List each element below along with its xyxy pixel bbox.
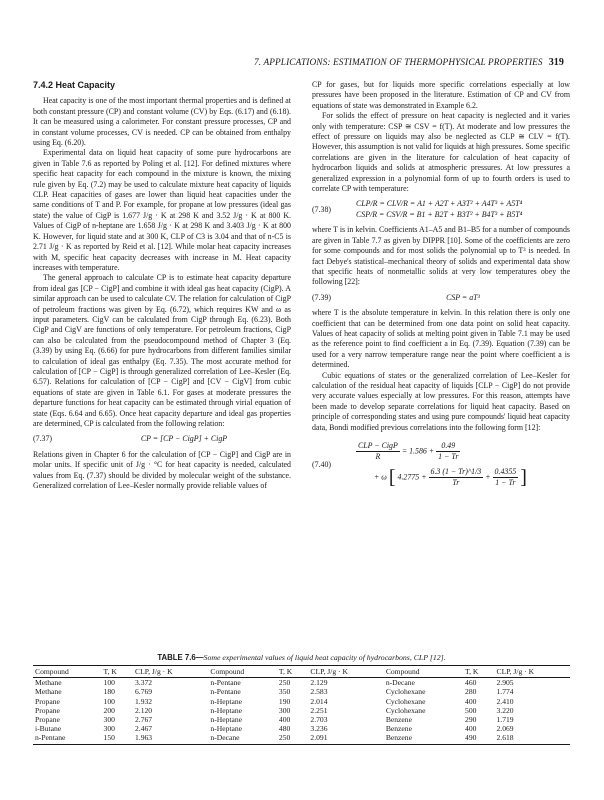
table-cell: Methane (35, 687, 62, 697)
table-cell: 200 (103, 705, 115, 715)
right-paragraph-3: where T is in kelvin. Coefficients A1–A5 and B1–B5 for a number of compounds are given in Table 7.7 as given by DIPPR [10]. Some of the coefficients are zero for some compounds and for most solids the polynomial up to T³ is needed. In fact Debye's statistical–mechanical theory of solids and experimental data show that specific heats of nonmetallic solids at very low temperatures obey the following [22]: (312, 225, 570, 287)
table-header-cell: T, K (277, 666, 308, 678)
equation-body: CP = [CP − CigP] + CigP (140, 434, 228, 444)
table-cell: 2.467 (135, 724, 153, 734)
left-paragraph-1: Heat capacity is one of the most important thermal properties and is defined at both constant pressure (CP) and constant volume (CV) by Eqs. (6.17) and (6.18). It can be measured using a calorimeter. For constant pressure processes, CP and in constant volume processes, CV is needed. CP can be obtained from enthalpy using Eq. (6.20). (33, 96, 291, 148)
table-cell: 3.372 (135, 678, 153, 688)
table-cell: Cyclohexane (385, 687, 426, 697)
left-paragraph-2: Experimental data on liquid heat capacity of some pure hydrocarbons are given in Table 7.6 as reported by Poling et al. [12]. For defined mixtures where specific heat capacity for each compound in the mixture is known, the mixing rule given by Eq. (7.2) may be used to calculate mixture heat capacity of liquids CLP. Heat capacities of gases are lower than liquid heat capacities under the same conditions of T and P. For example, for propane at low pressures (ideal gas state) the value of CigP is 1.677 J/g · K at 298 K and 3.52 J/g · K at 800 K. Values of CigP of n-heptane are 1.658 J/g · K at 298 K and 3.403 J/g · K at 800 K. However, for liquid state and at 300 K, CLP of C3 is 3.04 and that of n-C5 is 2.71 J/g · K as reported by Reid et al. [12]. While molar heat capacity increases with M, specific heat capacity decreases with increase in M. Heat capacity increases with temperature. (33, 148, 291, 272)
table-caption (33, 653, 570, 662)
table-cell: 180 (103, 687, 115, 697)
table-cell: 250 (277, 733, 308, 744)
table-cell: Propane (35, 705, 60, 715)
right-paragraph-5: Cubic equations of states or the generalized correlation of Lee–Kesler for calculation of the residual heat capacity of liquids [CLP − CigP] do not provide very accurate values especially at low pressures. For this reason, attempts have been made to develop separate correlations for liquid heat capacity. Based on principle of corresponding states and using pure compounds' liquid heat capacity data, Bondi modified previous correlations into the following form [12]: (312, 370, 570, 432)
table-row (33, 706, 570, 715)
equation-number: (7.40) (312, 459, 332, 469)
table-row (33, 678, 570, 688)
table-cell: 1.719 (496, 715, 514, 725)
table-header-cell: T, K (463, 666, 494, 678)
running-title: 7. APPLICATIONS: ESTIMATION OF THERMOPHYSICAL PROPERTIES (254, 58, 543, 68)
right-paragraph-4: where T is the absolute temperature in kelvin. In this relation there is only one coefficient that can be determined from one data point on solid heat capacity. Values of heat capacity of solids at melting point given in Table 7.1 may be used as the reference point to find coefficient a in Eq. (7.39). Equation (7.39) can be used for a very narrow temperature range near the point where coefficient a is determined. (312, 308, 570, 370)
table-cell: n-Heptane (210, 715, 243, 725)
table-header-cell: Compound (384, 666, 463, 678)
equation-7-37 (33, 434, 291, 444)
table-cell: n-Pentane (33, 733, 102, 744)
table-cell: 300 (278, 705, 291, 715)
table-cell: 2.618 (495, 733, 571, 744)
table-cell: 400 (465, 724, 477, 734)
table-header-cell: T, K (102, 666, 133, 678)
table-cell: Benzene (384, 733, 463, 744)
table-cell: 300 (103, 715, 115, 725)
table-cell: i-Butane (35, 724, 62, 734)
table-cell: 480 (278, 724, 291, 734)
equation-body: CSP = aT³ (446, 292, 480, 302)
table-cell: Methane (35, 678, 62, 688)
equation-number: (7.38) (312, 204, 332, 214)
right-column (312, 80, 570, 494)
equation-line-1: $\frac{\text{CLP − CigP}}{R}$ = 1.586 + $\frac{0.49}{1 - Tr}$ (358, 441, 459, 462)
table-header-cell: CLP, J/g · K (133, 666, 208, 678)
equation-line-solid: CSP/R = CSV/R = B1 + B2T + B3T² + B4T³ + B5T⁴ (356, 209, 523, 219)
equation-number: (7.37) (33, 434, 53, 444)
right-paragraph-2: For solids the effect of pressure on heat capacity is neglected and it varies only with temperature: CSP ≅ CSV = f(T). At moderate and low pressures the effect of pressure on liquids may also be neglected as CLP ≅ CLV = f(T). However, this assumption is not valid for liquids at high pressures. Some specific correlations are given in the literature for calculation of heat capacity of hydrocarbon liquids and solids at atmospheric pressures. At low pressures a generalized expression in a polynomial form of up to fourth orders is used to correlate CP with temperature: (312, 111, 570, 194)
table-cell: n-Heptane (210, 705, 243, 715)
table-cell: 2.129 (310, 678, 328, 688)
table-cell: 2.120 (135, 705, 153, 715)
heat-capacity-table (33, 665, 570, 745)
table-header-cell: Compound (33, 666, 102, 678)
table-row (33, 715, 570, 724)
table-body (33, 678, 570, 744)
table-cell: 6.769 (135, 687, 153, 697)
fraction: $\frac{0.4355}{1 - Tr}$ (494, 466, 517, 488)
table-cell: Cyclohexane (385, 705, 426, 715)
table-cell: n-Heptane (210, 696, 243, 706)
page-number: 319 (548, 57, 564, 68)
equation-7-40 (312, 441, 570, 489)
left-paragraph-4: Relations given in Chapter 6 for the calculation of [CP − CigP] and CigP are in molar units. If specific unit of J/g · °C for heat capacity is needed, calculated values from Eq. (7.37) should be divided by molecular weight of the substance. Generalized correlation of Lee–Kesler normally provide reliable values of (33, 449, 291, 491)
table-cell: 290 (465, 715, 477, 725)
right-paragraph-1: CP for gases, but for liquids more specific correlations especially at low pressures have been proposed in the literature. Estimation of CP and CV from equations of state was demonstrated in Example 6.2. (312, 80, 570, 110)
equation-line-2: + ω [ 4.2775 + $\frac{6.3 (1 - Tr)\^{}1/3}{Tr}$ + $\frac{0.4355}{1 - Tr}$ ] (374, 466, 527, 489)
table-cell: 280 (465, 687, 477, 697)
table-cell: 490 (463, 733, 494, 744)
table-header-cell: Compound (208, 666, 277, 678)
table-cell: 2.583 (310, 687, 328, 697)
table-cell: 2.014 (310, 696, 328, 706)
table-row (33, 733, 570, 744)
left-column (33, 80, 291, 491)
equation-7-39 (312, 293, 570, 303)
table-cell: 500 (465, 705, 477, 715)
table-cell: n-Pentane (210, 687, 241, 697)
table-cell: 250 (278, 678, 291, 688)
table-header-cell: CLP, J/g · K (308, 666, 383, 678)
fraction: $\frac{6.3 (1 - Tr)\^{}1/3}{Tr}$ (430, 466, 482, 488)
table-row (33, 724, 570, 733)
running-header (40, 57, 564, 68)
table-cell: 2.069 (496, 724, 514, 734)
table-cell: 350 (278, 687, 291, 697)
table-cell: 2.091 (308, 733, 383, 744)
table-label: TABLE 7.6— (157, 653, 204, 662)
table-header-row (33, 666, 570, 678)
table-cell: 300 (103, 724, 115, 734)
section-title: 7.4.2 Heat Capacity (33, 80, 116, 90)
table-caption-text: Some experimental values of liquid heat capacity of hydrocarbons, CLP [12]. (203, 653, 446, 662)
table-cell: 3.236 (310, 724, 328, 734)
table-7-6 (33, 653, 570, 745)
table-cell: 2.251 (310, 705, 328, 715)
table-cell: 400 (278, 715, 291, 725)
table-cell: n-Decane (385, 678, 415, 688)
table-cell: Cyclohexane (385, 696, 426, 706)
table-cell: 2.767 (135, 715, 153, 725)
table-cell: 190 (278, 696, 291, 706)
table-header-cell: CLP, J/g · K (495, 666, 571, 678)
table-cell: 100 (103, 678, 115, 688)
table-cell: 3.220 (496, 705, 514, 715)
table-cell: Propane (35, 715, 60, 725)
table-cell: 1.932 (135, 696, 153, 706)
table-cell: n-Decane (208, 733, 277, 744)
table-cell: 400 (465, 696, 477, 706)
table-cell: 2.703 (310, 715, 328, 725)
table-cell: n-Pentane (210, 678, 241, 688)
table-row (33, 687, 570, 696)
left-paragraph-3: The general approach to calculate CP is to estimate heat capacity departure from ideal gas [CP − CigP] and combine it with ideal gas heat capacity (CigP). A similar approach can be used to calculate CV. The relation for calculation of CigP of petroleum fractions was given by Eq. (6.72), which requires KW and ω as input parameters. CigV can be calculated from CigP through Eq. (6.23). Both CigP and CigV are functions of only temperature. For petroleum fractions, CigP can also be calculated from the pseudocompound method of Chapter 3 (Eq. (3.39) by using Eq. (6.66) for pure hydrocarbons from different families similar to calculation of ideal gas enthalpy (Eq. 7.35). The most accurate method for calculation of [CP − CigP] is through generalized correlation of Lee–Kesler (Eq. 6.57). Relations for calculation of [CP − CigP] and [CV − CigV] from cubic equations of state are given in Table 6.1. For gases at moderate pressures the departure functions for heat capacity can be estimated through virial equation of state (Eqs. 6.64 and 6.65). Once heat capacity departure and ideal gas properties are determined, CP is calculated from the following relation: (33, 273, 291, 428)
table-cell: n-Heptane (210, 724, 243, 734)
table-cell: 100 (103, 696, 115, 706)
fraction: $\frac{0.49}{1 - Tr}$ (438, 441, 459, 462)
table-cell: 150 (102, 733, 133, 744)
table-cell: 2.410 (496, 696, 514, 706)
table-cell: 2.905 (496, 678, 514, 688)
equation-7-38 (312, 199, 570, 220)
equation-line-liquid: CLP/R = CLV/R = A1 + A2T + A3T² + A4T³ + A5T⁴ (356, 199, 523, 209)
fraction: $\frac{\text{CLP − CigP}}{R}$ (358, 441, 398, 462)
table-cell: Benzene (385, 724, 412, 734)
table-cell: 1.774 (496, 687, 514, 697)
table-cell: Propane (35, 696, 60, 706)
table-cell: Benzene (385, 715, 412, 725)
table-row (33, 697, 570, 706)
table-cell: 1.963 (133, 733, 208, 744)
table-cell: 460 (465, 678, 477, 688)
equation-number: (7.39) (312, 292, 332, 302)
